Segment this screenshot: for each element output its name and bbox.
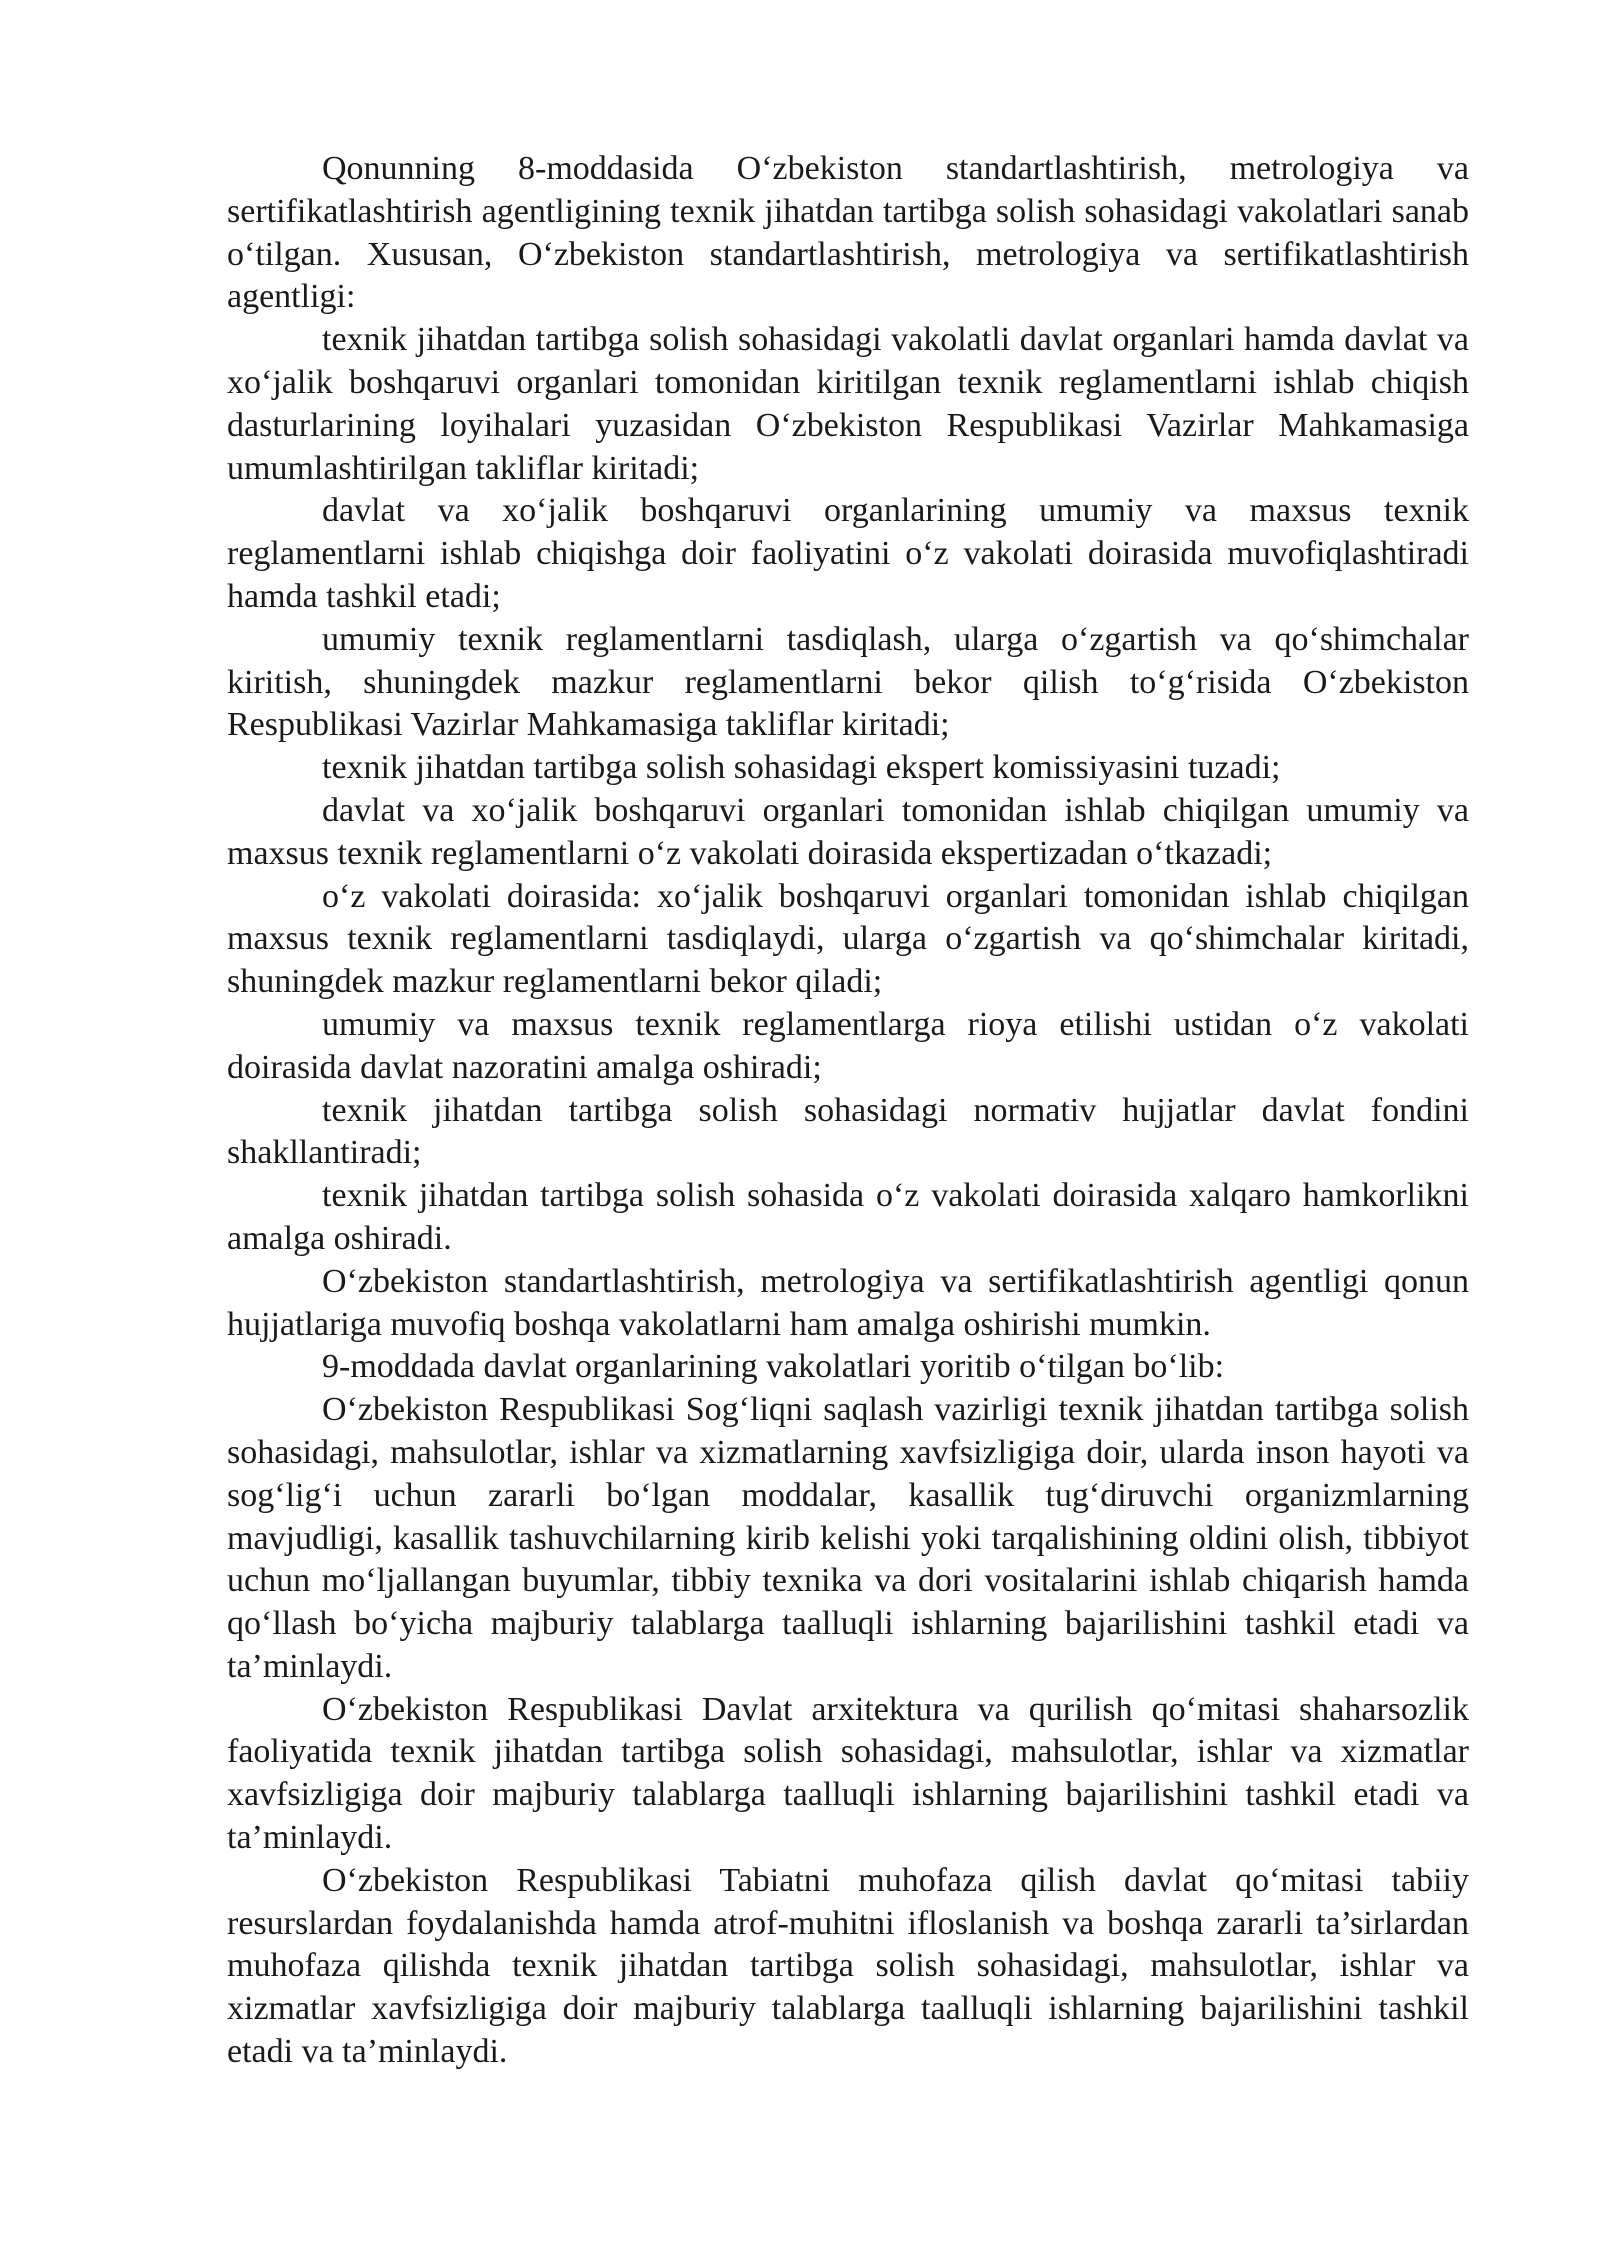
paragraph-duty-expertise: davlat va xo‘jalik boshqaruvi organlari tomonidan ishlab chiqilgan umumiy va maxsus texnik reglamentlarni o‘z vakolati doirasida ekspertizadan o‘tkazadi; [227,791,1469,872]
paragraph-architecture-committee: O‘zbekiston Respublikasi Davlat arxitektura va qurilish qo‘mitasi shaharsozlik faoliyatida texnik jihatdan tartibga solish sohasidagi, mahsulotlar, ishlar va xizmatlar xavfsizligiga doir majburiy talablarga taalluqli ishlarning bajarilishini tashkil etadi va ta’minlaydi. [227,1690,1469,1857]
paragraph-duty-special-regulations: o‘z vakolati doirasida: xo‘jalik boshqaruvi organlari tomonidan ishlab chiqilgan maxsus texnik reglamentlarni tasdiqlaydi, ularga o‘zgartish va qo‘shimchalar kiritadi, shuningdek mazkur reglamentlarni bekor qiladi; [227,877,1469,1001]
paragraph-other-powers: O‘zbekiston standartlashtirish, metrologiya va sertifikatlashtirish agentligi qonun hujjatlariga muvofiq boshqa vakolatlarni ham amalga oshirishi mumkin. [227,1262,1469,1343]
paragraph-duty-coordination: davlat va xo‘jalik boshqaruvi organlarining umumiy va maxsus texnik reglamentlarni ishlab chiqishga doir faoliyatini o‘z vakolati doirasida muvofiqlashtiradi hamda tashkil etadi; [227,492,1469,615]
paragraph-duty-state-control: umumiy va maxsus texnik reglamentlarga rioya etilishi ustidan o‘z vakolati doirasida davlat nazoratini amalga oshiradi; [227,1005,1469,1086]
paragraph-duty-international: texnik jihatdan tartibga solish sohasida o‘z vakolati doirasida xalqaro hamkorlikni amalga oshiradi. [227,1177,1469,1257]
paragraph-duty-proposals-programs: texnik jihatdan tartibga solish sohasidagi vakolatli davlat organlari hamda davlat va xo‘jalik boshqaruvi organlari tomonidan kiritilgan texnik reglamentlarni ishlab chiqish dasturlarining loyihalari yuzasidan O‘zbekiston Respublikasi Vazirlar Mahkamasiga umumlashtirilgan takliflar kiritadi; [227,321,1469,487]
paragraph-article-9-intro: 9-moddada davlat organlarining vakolatlari yoritib o‘tilgan bo‘lib: [322,1348,1225,1386]
paragraph-article-8-intro: Qonunning 8-moddasida O‘zbekiston standartlashtirish, metrologiya va sertifikatlashtirish agentligining texnik jihatdan tartibga solish sohasidagi vakolatlari sanab o‘tilgan. Xususan, O‘zbekiston standartlashtirish, metrologiya va sertifikatlashtirish agentligi: [227,150,1469,316]
document-page [227,148,1469,2074]
paragraph-duty-state-fund: texnik jihatdan tartibga solish sohasidagi normativ hujjatlar davlat fondini shakllantiradi; [227,1091,1469,1172]
paragraph-duty-approval-proposals: umumiy texnik reglamentlarni tasdiqlash, ularga o‘zgartish va qo‘shimchalar kiritish, shuningdek mazkur reglamentlarni bekor qilish to‘g‘risida O‘zbekiston Respublikasi Vazirlar Mahkamasiga takliflar kiritadi; [227,620,1469,744]
paragraph-nature-committee: O‘zbekiston Respublikasi Tabiatni muhofaza qilish davlat qo‘mitasi tabiiy resurslardan foydalanishda hamda atrof-muhitni ifloslanish va boshqa zararli ta’sirlardan muhofaza qilishda texnik jihatdan tartibga solish sohasidagi, mahsulotlar, ishlar va xizmatlar xavfsizligiga doir majburiy talablarga taalluqli ishlarning bajarilishini tashkil etadi va ta’minlaydi. [227,1861,1469,2071]
paragraph-duty-expert-commission: texnik jihatdan tartibga solish sohasidagi ekspert komissiyasini tuzadi; [322,749,1281,787]
paragraph-health-ministry: O‘zbekiston Respublikasi Sog‘liqni saqlash vazirligi texnik jihatdan tartibga solish sohasidagi, mahsulotlar, ishlar va xizmatlarning xavfsizligiga doir, ularda inson hayoti va sog‘lig‘i uchun zararli bo‘lgan moddalar, kasallik tug‘diruvchi organizmlarning mavjudligi, kasallik tashuvchilarning kirib kelishi yoki tarqalishining oldini olish, tibbiyot uchun mo‘ljallangan buyumlar, tibbiy texnika va dori vositalarini ishlab chiqarish hamda qo‘llash bo‘yicha majburiy talablarga taalluqli ishlarning bajarilishini tashkil etadi va ta’minlaydi. [227,1391,1469,1685]
